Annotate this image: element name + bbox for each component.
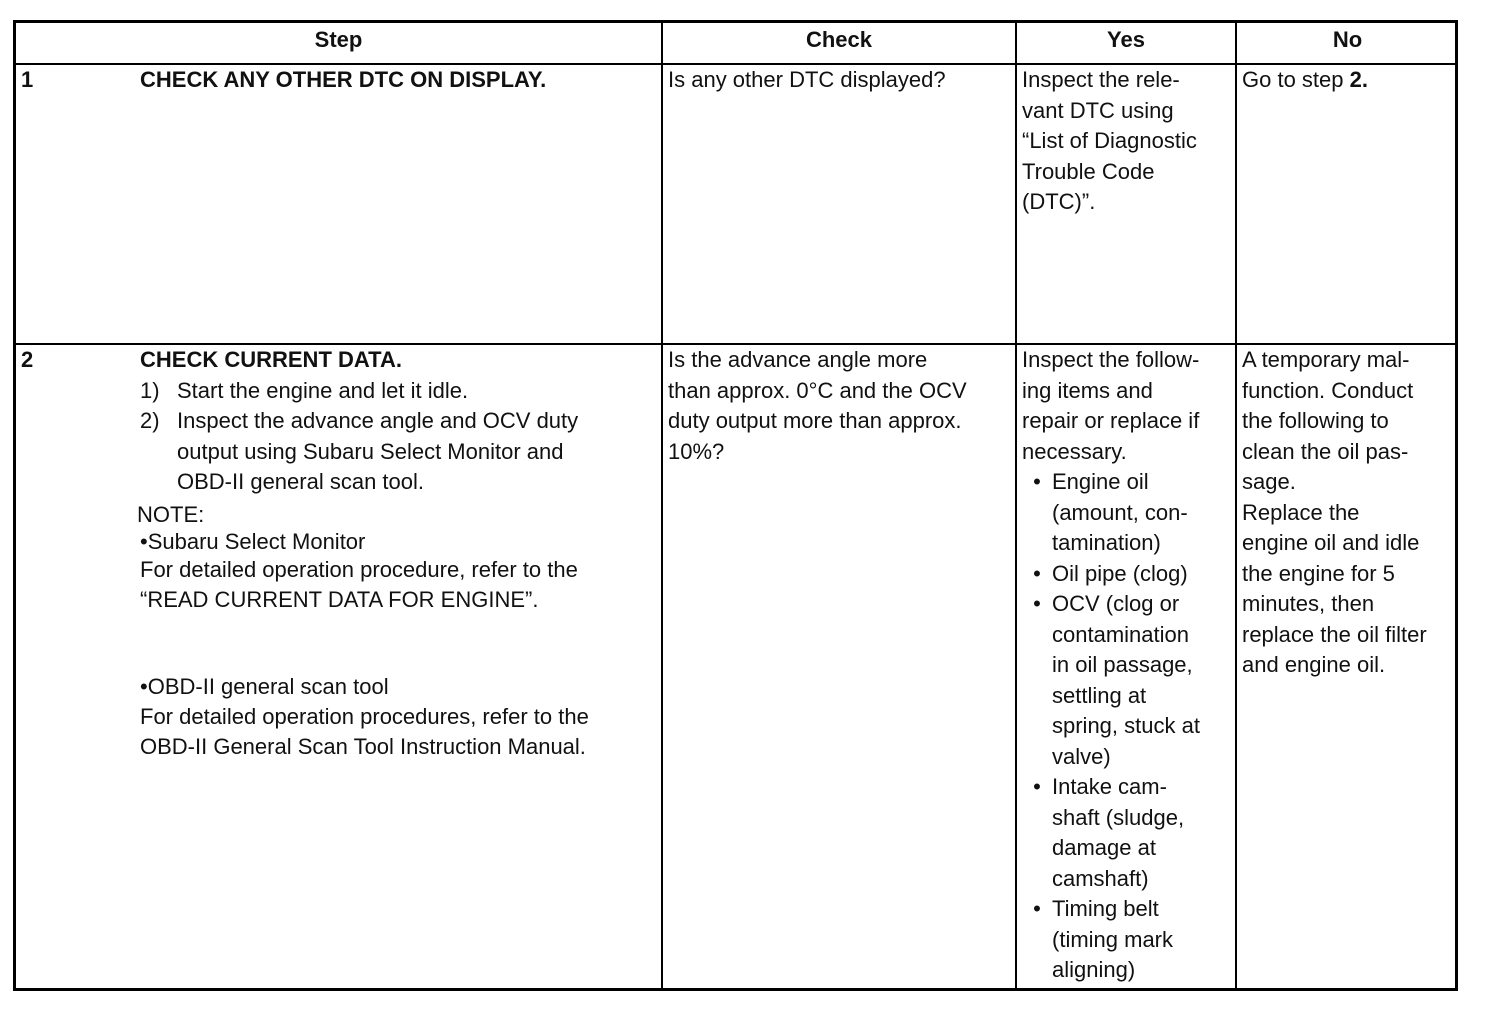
row-2-no-line: Replace the <box>1242 499 1360 525</box>
inspection-item <box>1022 467 1200 559</box>
row-2-procedure-list <box>140 376 655 498</box>
header-check: Check <box>805 27 873 52</box>
row-2-no-line: sage. <box>1242 469 1296 494</box>
note-obd-line: For detailed operation procedures, refer to the <box>140 703 589 729</box>
row-1-yes-line: “List of Diagnostic <box>1022 128 1197 153</box>
diagnostic-table <box>13 20 1458 991</box>
procedure-step-line: Start the engine and let it idle. <box>177 377 469 403</box>
inspection-item <box>1022 894 1200 986</box>
inspection-item-line: valve) <box>1052 743 1111 769</box>
procedure-step <box>140 406 655 498</box>
row-2-number: 2 <box>21 347 34 372</box>
inspection-item-line: Timing belt <box>1052 896 1159 921</box>
row-1-check: Is any other DTC displayed? <box>668 67 946 92</box>
procedure-step <box>140 376 655 407</box>
row-1-no-step-ref: 2. <box>1349 67 1368 92</box>
inspection-item-line: camshaft) <box>1052 865 1149 891</box>
row-2-check-line: duty output more than approx. <box>668 408 962 433</box>
row-2-yes-line: necessary. <box>1022 438 1127 464</box>
note-ssm-heading: •Subaru Select Monitor <box>140 528 366 554</box>
note-obd-heading: •OBD-II general scan tool <box>140 673 389 699</box>
bullet-icon: • <box>1033 774 1041 799</box>
row-2-no-line: minutes, then <box>1242 591 1375 616</box>
header-no: No <box>1332 27 1363 52</box>
row-2-no-line: replace the oil filter <box>1242 621 1427 647</box>
row-2-yes-line: ing items and <box>1022 377 1153 403</box>
procedure-step-line: output using Subaru Select Monitor and <box>177 438 564 464</box>
inspection-item-line: Intake cam- <box>1052 774 1167 799</box>
row-2-no-line: engine oil and idle <box>1242 530 1420 555</box>
row-2-check-line: than approx. 0°C and the OCV <box>668 377 967 403</box>
header-step: Step <box>314 27 363 52</box>
note-obd-line: OBD-II General Scan Tool Instruction Manual. <box>140 734 586 759</box>
note-ssm-line: “READ CURRENT DATA FOR ENGINE”. <box>140 587 539 612</box>
inspection-item-line: settling at <box>1052 682 1147 708</box>
row-1-yes-line: (DTC)”. <box>1022 189 1096 214</box>
inspection-item-line: tamination) <box>1052 530 1161 555</box>
inspection-item-line: (amount, con- <box>1052 499 1188 525</box>
row-1-yes <box>1022 65 1197 218</box>
inspection-item-line: Oil pipe (clog) <box>1052 560 1188 586</box>
procedure-step-number: 2) <box>140 408 160 433</box>
bullet-icon: • <box>1033 469 1041 494</box>
column-divider-yes-no <box>1235 23 1237 988</box>
inspection-item-line: in oil passage, <box>1052 652 1193 677</box>
inspection-item-line: contamination <box>1052 621 1189 647</box>
row-2-step <box>137 345 655 763</box>
bullet-icon: • <box>1033 560 1041 586</box>
procedure-step-line: OBD-II general scan tool. <box>177 469 425 494</box>
inspection-item-line: aligning) <box>1052 957 1136 982</box>
row-2-no-line: the following to <box>1242 408 1389 433</box>
row-2-no-line: clean the oil pas- <box>1242 438 1409 464</box>
row-2-yes-line: Inspect the follow- <box>1022 347 1200 372</box>
row-2-check <box>668 345 967 467</box>
row-2-yes-line: repair or replace if <box>1022 408 1200 433</box>
row-2-yes <box>1022 345 1200 986</box>
row-1-number: 1 <box>21 67 34 92</box>
header-yes: Yes <box>1107 27 1145 52</box>
bullet-icon: • <box>1033 896 1041 921</box>
row-2-no-line: the engine for 5 <box>1242 560 1395 586</box>
row-2-no <box>1242 345 1427 681</box>
row-2-no-line: and engine oil. <box>1242 652 1386 677</box>
row-2-check-line: Is the advance angle more <box>668 347 928 372</box>
row-1-yes-line: vant DTC using <box>1022 97 1174 123</box>
row-1-step-title: CHECK ANY OTHER DTC ON DISPLAY. <box>140 67 547 92</box>
row-2-no-line: function. Conduct <box>1242 377 1414 403</box>
inspection-item <box>1022 772 1200 894</box>
bullet-icon: • <box>1033 591 1041 616</box>
row-2-check-line: 10%? <box>668 438 725 464</box>
inspection-item-line: damage at <box>1052 835 1156 860</box>
inspection-items-list <box>1022 467 1200 986</box>
inspection-item-line: OCV (clog or <box>1052 591 1180 616</box>
row-1-yes-line: Inspect the rele- <box>1022 67 1180 92</box>
procedure-step-line: Inspect the advance angle and OCV duty <box>177 408 579 433</box>
inspection-item <box>1022 559 1200 590</box>
row-2-no-line: A temporary mal- <box>1242 347 1410 372</box>
row-2-step-title: CHECK CURRENT DATA. <box>140 347 402 372</box>
row-1-no-text: Go to step <box>1242 67 1344 92</box>
inspection-item <box>1022 589 1200 772</box>
note-ssm-line: For detailed operation procedure, refer to the <box>140 556 578 582</box>
inspection-item-line: shaft (sludge, <box>1052 804 1185 830</box>
procedure-step-number: 1) <box>140 377 160 403</box>
row-1-no <box>1242 65 1368 96</box>
note-label: NOTE: <box>137 501 205 527</box>
inspection-item-line: Engine oil <box>1052 469 1149 494</box>
column-divider-step-check <box>661 23 663 988</box>
row-1-yes-line: Trouble Code <box>1022 158 1155 184</box>
column-divider-check-yes <box>1015 23 1017 988</box>
inspection-item-line: (timing mark <box>1052 926 1174 952</box>
inspection-item-line: spring, stuck at <box>1052 713 1200 738</box>
